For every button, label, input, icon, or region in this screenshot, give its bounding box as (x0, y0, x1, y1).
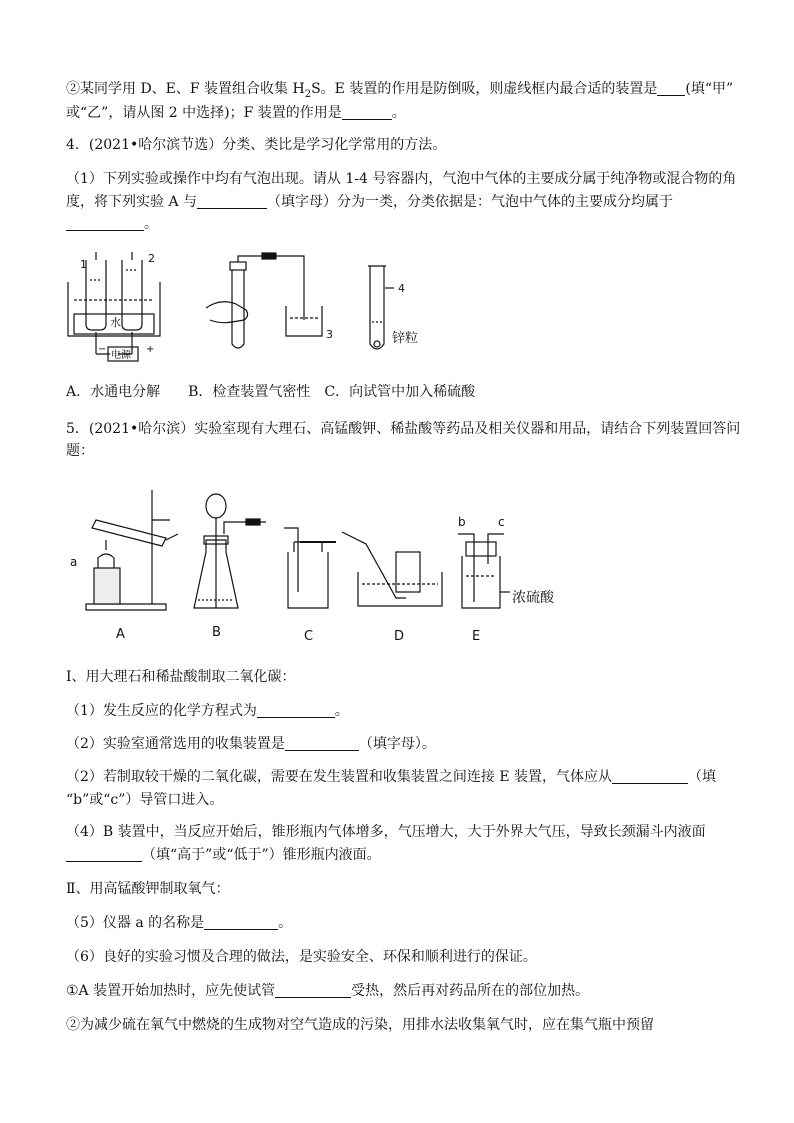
q5-text: 受热，然后再对药品所在的部位加热。 (351, 983, 590, 999)
answer-blank[interactable] (275, 983, 351, 998)
answer-blank[interactable] (204, 915, 278, 930)
apparatus-d (342, 532, 442, 606)
q3-text: 或“乙”，请从图 2 中选择)；F 装置的作用是 (66, 105, 342, 121)
label-zinc: 锌粒 (392, 331, 419, 346)
apparatus-e (458, 534, 510, 608)
q5-title-line1: 5．(2021•哈尔滨）实验室现有大理石、高锰酸钾、稀盐酸等药品及相关仪器和用品，请结合下列装置回答问 (66, 421, 741, 437)
answer-blank[interactable] (66, 847, 142, 862)
label-E: E (472, 629, 481, 644)
q3-line1 (66, 80, 733, 104)
answer-blank[interactable] (285, 736, 359, 751)
q3-text: S。E 装置的作用是防倒吸，则虚线框内最合适的装置是 (311, 81, 658, 97)
q5-text: 。 (334, 703, 349, 719)
q5-s2 (66, 735, 436, 753)
apparatus-c (284, 528, 336, 608)
q4-text: （填字母）分为一类，分类依据是：气泡中气体的主要成分均属于 (267, 194, 674, 210)
label-2: 2 (148, 252, 155, 265)
label-C: C (304, 629, 314, 644)
q5-s4-line1: （4）B 装置中，当反应开始后，锥形瓶内气体增多，气压增大，大于外界大气压，导致长颈漏斗内液面 (66, 824, 706, 840)
q5-text: （填“高于”或“低于”）锥形瓶内液面。 (142, 847, 381, 863)
q4-title: 4．(2021•哈尔滨节选）分类、类比是学习化学常用的方法。 (66, 137, 447, 153)
apparatus-b (194, 494, 266, 608)
answer-blank[interactable] (342, 105, 392, 120)
q5-text: （2）若制取较干燥的二氧化碳，需要在发生装置和收集装置之间连接 E 装置，气体应从 (66, 769, 613, 785)
label-a: a (70, 555, 78, 569)
q5-text: （填字母）。 (358, 736, 436, 752)
q4-text: 。 (144, 216, 158, 232)
label-A: A (116, 627, 125, 642)
label-D: D (394, 629, 405, 644)
answer-blank[interactable] (257, 703, 335, 718)
q5-s6-2: ②为减少硫在氧气中燃烧的生成物对空气造成的污染，用排水法收集氧气时，应在集气瓶中预留 (66, 1017, 654, 1033)
label-power: 电源 (111, 350, 131, 361)
q3-line2 (66, 104, 406, 122)
q4-p1-line3 (66, 215, 158, 233)
answer-blank[interactable] (197, 194, 267, 209)
q5-part1: Ⅰ、用大理石和稀盐酸制取二氧化碳： (66, 669, 296, 685)
label-plus: + (146, 344, 155, 355)
q5-text: （填 (688, 769, 717, 785)
q5-s6: （6）良好的实验习惯及合理的做法，是实验安全、环保和顺利进行的保证。 (66, 949, 537, 965)
q5-text: （2）实验室通常选用的收集装置是 (66, 736, 285, 752)
answer-blank[interactable] (612, 769, 688, 784)
q5-part2: Ⅱ、用高锰酸钾制取氧气： (66, 881, 230, 897)
label-4: 4 (398, 282, 405, 295)
apparatus-a (86, 490, 178, 610)
q5-title-line2: 题： (66, 443, 94, 459)
label-3: 3 (326, 328, 333, 341)
q5-s1 (66, 702, 349, 720)
q5-text: ①A 装置开始加热时，应先使试管 (66, 983, 276, 999)
q3-text: (填“甲” (685, 81, 734, 97)
q5-s3-line2: “b”或“c”）导管口进入。 (66, 792, 224, 808)
label-b: b (458, 515, 466, 529)
label-B: B (212, 625, 221, 640)
q4-figure (60, 240, 460, 370)
subscript: 2 (304, 88, 312, 100)
q4-text: 度，将下列实验 A 与 (66, 194, 198, 210)
label-minus: − (98, 344, 107, 355)
q4-options: A．水通电分解 B．检查装置气密性 C．向试管中加入稀硫酸 (66, 384, 476, 400)
q5-s4-line2 (66, 846, 381, 864)
q5-s6-1 (66, 982, 589, 1000)
q5-text: （5）仪器 a 的名称是 (66, 915, 205, 931)
label-c: c (498, 515, 505, 529)
label-acid: 浓硫酸 (512, 590, 554, 606)
q3-text: 。 (391, 105, 406, 121)
q4-p1-line2 (66, 193, 673, 211)
answer-blank[interactable] (657, 81, 685, 96)
test-tube-apparatus (368, 266, 394, 349)
q5-text: 。 (278, 915, 293, 931)
q5-s5 (66, 914, 292, 932)
q5-s3-line1 (66, 768, 716, 786)
q3-text: ②某同学用 D、E、F 装置组合收集 H (66, 81, 305, 97)
label-water: 水 (110, 316, 121, 329)
q5-figure (66, 480, 566, 650)
answer-blank[interactable] (66, 216, 144, 231)
airtightness-apparatus (206, 253, 322, 348)
q4-p1-line1: （1）下列实验或操作中均有气泡出现。请从 1-4 号容器内，气泡中气体的主要成分属于纯净物或混合物的角 (66, 171, 737, 187)
label-1: 1 (80, 258, 87, 271)
q5-text: （1）发生反应的化学方程式为 (66, 703, 257, 719)
